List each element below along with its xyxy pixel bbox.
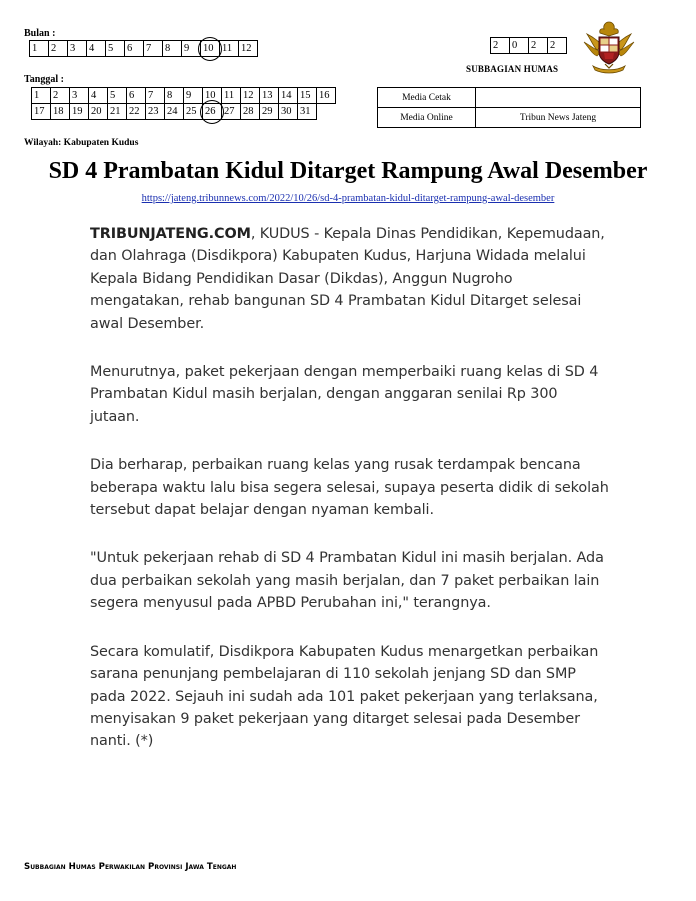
selected-circle-mark bbox=[198, 37, 222, 61]
bulan-label: Bulan : bbox=[24, 28, 56, 39]
month-cell-10: 10 bbox=[201, 41, 220, 57]
paragraph-2: Menurutnya, paket pekerjaan dengan memperbaiki ruang kelas di SD 4 Prambatan Kidul masih berjalan, dengan anggaran senilai Rp 300 jutaan. bbox=[90, 364, 599, 425]
tanggal-label: Tanggal : bbox=[24, 74, 64, 85]
day-cell-29: 29 bbox=[260, 104, 279, 120]
month-cell-6: 6 bbox=[125, 41, 144, 57]
org-label: SUBBAGIAN HUMAS bbox=[466, 64, 559, 74]
paragraph-5: Secara komulatif, Disdikpora Kabupaten Kudus menargetkan perbaikan sarana penunjang pembelajaran di 110 sekolah jenjang SD dan SMP pada 2022. Sejauh ini sudah ada 101 paket pekerjaan yang terlaksana, menyisakan 9 paket pekerjaan yang ditarget selesai pada Desember nanti. (*) bbox=[90, 643, 599, 750]
day-cell-15: 15 bbox=[298, 88, 317, 104]
day-cell-9: 9 bbox=[184, 88, 203, 104]
day-cell-27: 27 bbox=[222, 104, 241, 120]
day-cell-21: 21 bbox=[108, 104, 127, 120]
article-title: SD 4 Prambatan Kidul Ditarget Rampung Awal Desember bbox=[48, 158, 648, 184]
month-grid bbox=[29, 40, 258, 57]
day-cell-3: 3 bbox=[70, 88, 89, 104]
day-grid bbox=[31, 87, 336, 120]
article-body bbox=[90, 223, 610, 779]
day-cell-22: 22 bbox=[127, 104, 146, 120]
day-cell-11: 11 bbox=[222, 88, 241, 104]
media-cetak-label: Media Cetak bbox=[378, 88, 476, 108]
month-cell-12: 12 bbox=[239, 41, 258, 57]
day-cell-17: 17 bbox=[32, 104, 51, 120]
day-cell-25: 25 bbox=[184, 104, 203, 120]
paragraph-4: "Untuk pekerjaan rehab di SD 4 Prambatan Kidul ini masih berjalan. Ada dua perbaikan sekolah yang masih berjalan, dan 7 paket perbaikan lain segera menyusul pada APBD Perubahan ini," terangnya. bbox=[90, 550, 604, 612]
month-cell-1: 1 bbox=[30, 41, 49, 57]
day-cell-4: 4 bbox=[89, 88, 108, 104]
day-cell-16: 16 bbox=[317, 88, 336, 104]
year-digit-2: 2 bbox=[491, 38, 510, 54]
day-cell-24: 24 bbox=[165, 104, 184, 120]
day-cell-30: 30 bbox=[279, 104, 298, 120]
month-cell-7: 7 bbox=[144, 41, 163, 57]
day-cell-2: 2 bbox=[51, 88, 70, 104]
media-table bbox=[377, 87, 641, 128]
wilayah-label: Wilayah: Kabupaten Kudus bbox=[24, 138, 139, 148]
year-digit-2: 2 bbox=[529, 38, 548, 54]
year-digit-0: 0 bbox=[510, 38, 529, 54]
month-cell-4: 4 bbox=[87, 41, 106, 57]
day-cell-14: 14 bbox=[279, 88, 298, 104]
footer-text: Subbagian Humas Perwakilan Provinsi Jawa Tengah bbox=[24, 862, 237, 872]
day-cell-28: 28 bbox=[241, 104, 260, 120]
day-cell-12: 12 bbox=[241, 88, 260, 104]
day-cell-18: 18 bbox=[51, 104, 70, 120]
day-cell-8: 8 bbox=[165, 88, 184, 104]
month-cell-5: 5 bbox=[106, 41, 125, 57]
brand-name: TRIBUNJATENG.COM bbox=[90, 226, 251, 242]
year-grid bbox=[490, 37, 567, 54]
media-online-label: Media Online bbox=[378, 108, 476, 128]
media-cetak-value bbox=[476, 88, 641, 108]
day-cell-13: 13 bbox=[260, 88, 279, 104]
selected-circle-mark bbox=[200, 100, 224, 124]
month-cell-3: 3 bbox=[68, 41, 87, 57]
day-cell-31: 31 bbox=[298, 104, 317, 120]
day-cell-7: 7 bbox=[146, 88, 165, 104]
day-cell-26: 26 bbox=[203, 104, 222, 120]
year-digit-2: 2 bbox=[548, 38, 567, 54]
paragraph-1 bbox=[90, 223, 610, 335]
day-cell-1: 1 bbox=[32, 88, 51, 104]
day-cell-20: 20 bbox=[89, 104, 108, 120]
month-cell-9: 9 bbox=[182, 41, 201, 57]
media-row-online bbox=[378, 108, 641, 128]
media-row-cetak bbox=[378, 88, 641, 108]
paragraph-3: Dia berharap, perbaikan ruang kelas yang rusak terdampak bencana beberapa waktu lalu bisa segera selesai, supaya peserta didik di sekolah tersebut dapat belajar dengan nyaman kembali. bbox=[90, 457, 609, 519]
day-cell-19: 19 bbox=[70, 104, 89, 120]
month-cell-2: 2 bbox=[49, 41, 68, 57]
garuda-emblem-icon bbox=[579, 16, 639, 78]
day-cell-5: 5 bbox=[108, 88, 127, 104]
paragraph-1-text: , KUDUS - Kepala Dinas Pendidikan, Kepemudaan, dan Olahraga (Disdikpora) Kabupaten Kudus, Harjuna Widada melalui Kepala Bidang Pendidikan Dasar (Dikdas), Anggun Nugroho mengatakan, rehab bangunan SD 4 Prambatan Kidul Ditarget selesai awal Desember. bbox=[90, 226, 605, 332]
day-cell-23: 23 bbox=[146, 104, 165, 120]
day-cell-10: 10 bbox=[203, 88, 222, 104]
article-url-link[interactable]: https://jateng.tribunnews.com/2022/10/26/sd-4-prambatan-kidul-ditarget-rampung-awal-desember bbox=[141, 193, 555, 204]
media-online-value: Tribun News Jateng bbox=[476, 108, 641, 128]
month-cell-11: 11 bbox=[220, 41, 239, 57]
month-cell-8: 8 bbox=[163, 41, 182, 57]
day-cell-6: 6 bbox=[127, 88, 146, 104]
